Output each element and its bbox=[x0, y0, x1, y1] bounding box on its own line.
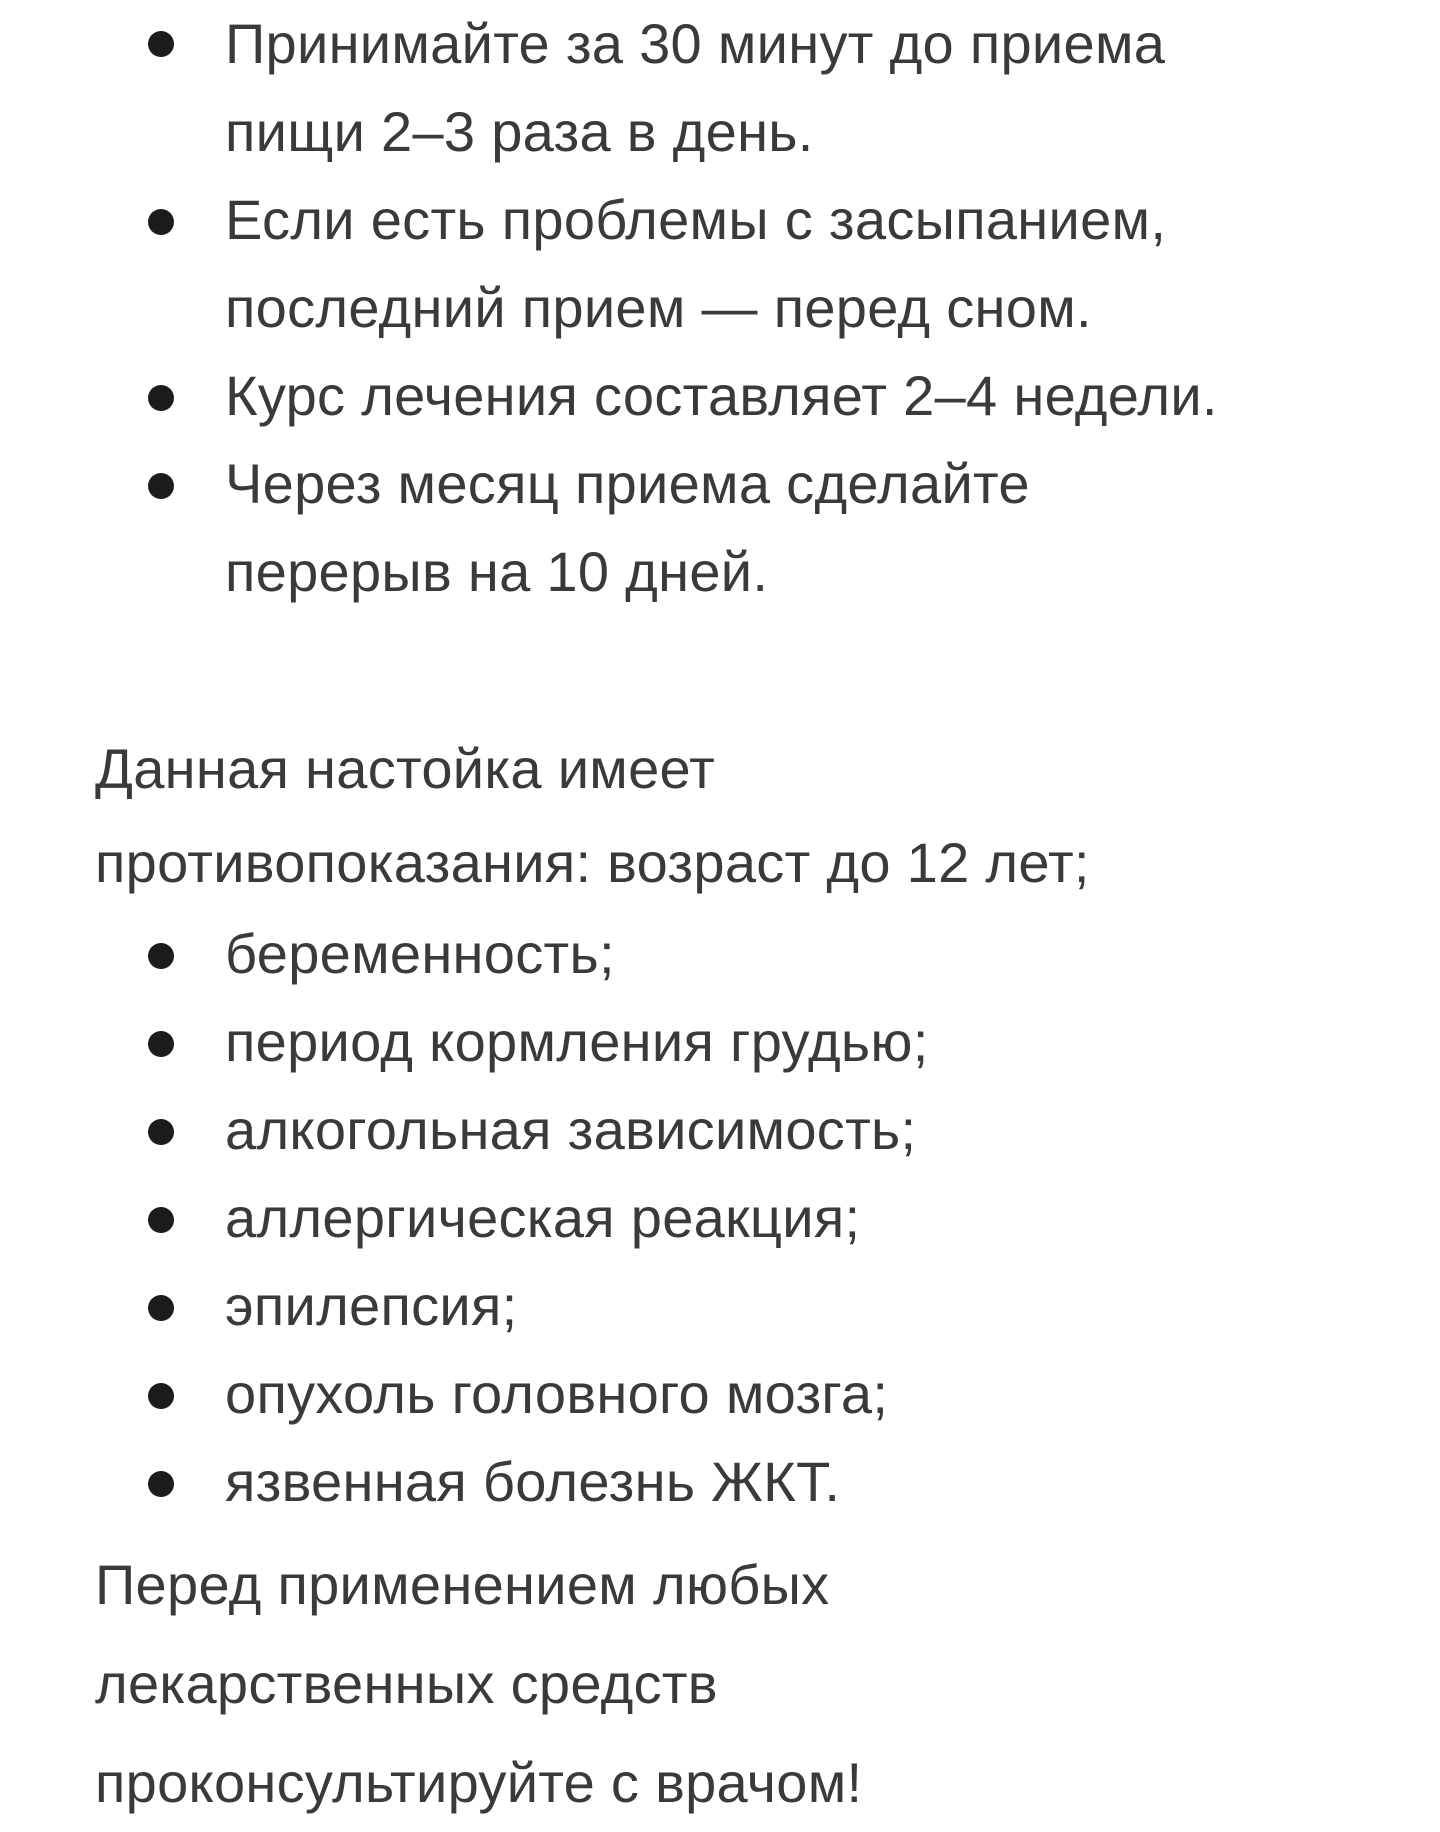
bullet-icon bbox=[148, 385, 174, 411]
list-item-text: эпилепсия; bbox=[225, 1274, 518, 1337]
list-item-text: период кормления грудью; bbox=[225, 1010, 929, 1073]
list-item-continuation bbox=[0, 528, 1218, 616]
bullet-icon bbox=[148, 1031, 174, 1057]
bullet-icon bbox=[148, 1207, 174, 1233]
list-item-line: пищи 2–3 раза в день. bbox=[225, 100, 814, 163]
list-item-line: Курс лечения составляет 2–4 недели. bbox=[225, 364, 1218, 427]
contraindications-intro bbox=[95, 722, 1090, 910]
bullet-icon bbox=[148, 1471, 174, 1497]
bullet-icon bbox=[148, 1295, 174, 1321]
list-item-line: Принимайте за 30 минут до приема bbox=[225, 12, 1166, 75]
warning-line: проконсультируйте с врачом! bbox=[95, 1751, 863, 1814]
bullet-icon bbox=[148, 1383, 174, 1409]
list-item-text: язвенная болезнь ЖКТ. bbox=[225, 1450, 841, 1513]
list-item-text: опухоль головного мозга; bbox=[225, 1362, 889, 1425]
intro-line: Данная настойка имеет bbox=[95, 737, 716, 800]
list-item bbox=[0, 1262, 929, 1350]
list-item-continuation bbox=[0, 88, 1218, 176]
list-item bbox=[0, 998, 929, 1086]
warning-line: лекарственных средств bbox=[95, 1652, 718, 1715]
list-item bbox=[0, 352, 1218, 440]
dosage-list bbox=[0, 0, 1218, 616]
list-item bbox=[0, 0, 1218, 88]
consult-doctor-warning bbox=[95, 1535, 862, 1832]
bullet-icon bbox=[148, 209, 174, 235]
warning-line: Перед применением любых bbox=[95, 1553, 830, 1616]
list-item bbox=[0, 910, 929, 998]
list-item bbox=[0, 440, 1218, 528]
list-item bbox=[0, 1438, 929, 1526]
list-item-text: аллергическая реакция; bbox=[225, 1186, 861, 1249]
list-item-line: Если есть проблемы с засыпанием, bbox=[225, 188, 1167, 251]
bullet-icon bbox=[148, 31, 174, 57]
contraindications-list bbox=[0, 910, 929, 1526]
list-item bbox=[0, 1174, 929, 1262]
list-item bbox=[0, 1086, 929, 1174]
list-item-text: беременность; bbox=[225, 922, 615, 985]
bullet-icon bbox=[148, 473, 174, 499]
list-item-line: перерыв на 10 дней. bbox=[225, 540, 769, 603]
intro-line: противопоказания: возраст до 12 лет; bbox=[95, 831, 1090, 894]
list-item-line: Через месяц приема сделайте bbox=[225, 452, 1030, 515]
bullet-icon bbox=[148, 943, 174, 969]
list-item bbox=[0, 1350, 929, 1438]
list-item-continuation bbox=[0, 264, 1218, 352]
list-item bbox=[0, 176, 1218, 264]
bullet-icon bbox=[148, 1119, 174, 1145]
list-item-text: алкогольная зависимость; bbox=[225, 1098, 917, 1161]
list-item-line: последний прием — перед сном. bbox=[225, 276, 1092, 339]
